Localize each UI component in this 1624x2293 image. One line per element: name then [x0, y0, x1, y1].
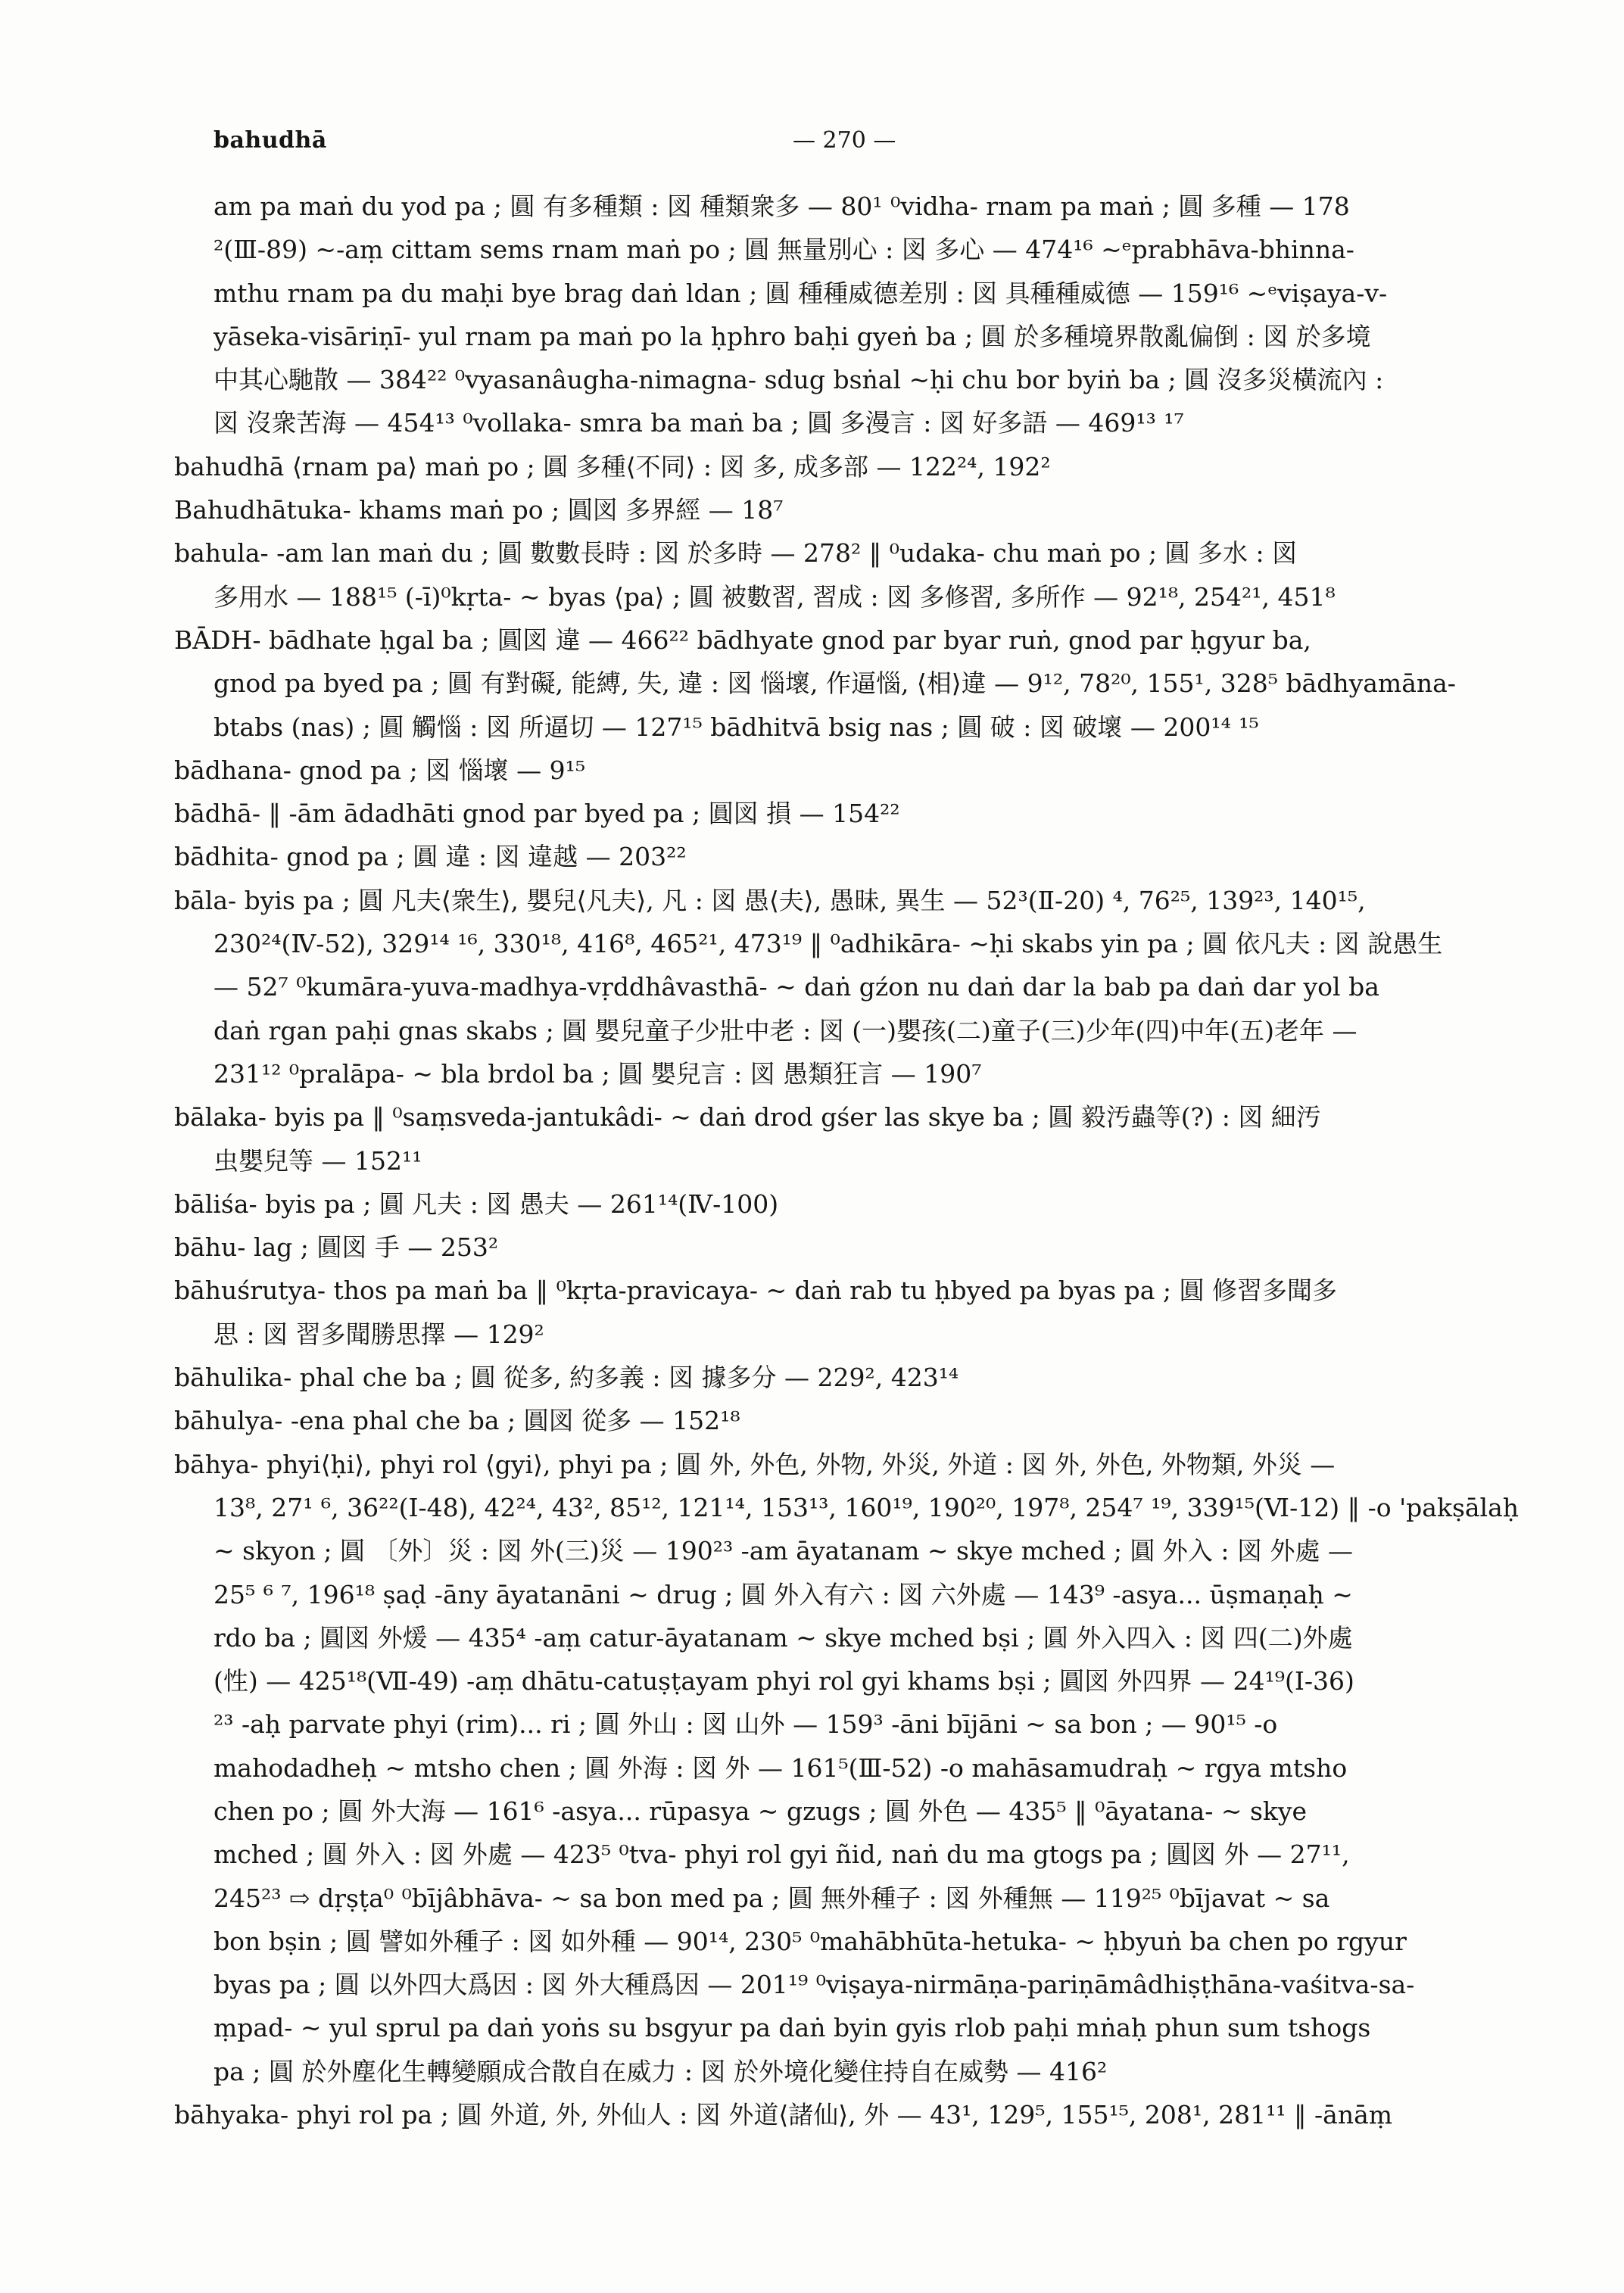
page-header: [214, 127, 1561, 164]
entry-line: byas pa ; 圓 以外四大爲因 : 図 外大種爲因 — 201¹⁹ ⁰viṣaya-nirmāṇa-pariṇāmâdhiṣṭhāna-vaśitva-sa-: [214, 1970, 1415, 2000]
entry-headword-line: bāhulika- phal che ba ; 圓 從多, 約多義 : 図 據多分 — 229², 423¹⁴: [174, 1363, 959, 1393]
entry-headword-line: bālaka- byis pa ‖ ⁰saṃsveda-jantukâdi- ~ daṅ drod gśer las skye ba ; 圓 毅汚蟲等(?) : 図 細汚: [174, 1102, 1321, 1132]
entry-headword-line: bāhya- phyi⟨ḥi⟩, phyi rol ⟨gyi⟩, phyi pa ; 圓 外, 外色, 外物, 外災, 外道 : 図 外, 外色, 外物類, 外災 —: [174, 1449, 1336, 1479]
entry-line: rdo ba ; 圓図 外煖 — 435⁴ -aṃ catur-āyatanam ~ skye mched bṣi ; 圓 外入四入 : 図 四(二)外處: [214, 1622, 1353, 1653]
entry-headword-line: bāhyaka- phyi rol pa ; 圓 外道, 外, 外仙人 : 図 外道⟨諸仙⟩, 外 — 43¹, 129⁵, 155¹⁵, 208¹, 281¹¹ ‖ -ānāṃ: [174, 2100, 1393, 2130]
entry-line: 虫嬰兒等 — 152¹¹: [214, 1145, 422, 1176]
page-number: — 270 —: [793, 127, 896, 154]
entry-line: 図 沒衆苦海 — 454¹³ ⁰vollaka- smra ba maṅ ba ; 圓 多漫言 : 図 好多語 — 469¹³ ¹⁷: [214, 408, 1184, 438]
entry-line: — 52⁷ ⁰kumāra-yuva-madhya-vṛddhâvasthā- ~ daṅ gźon nu daṅ dar la bab pa daṅ dar yol ba: [214, 972, 1379, 1002]
entry-headword-line: bādhita- gnod pa ; 圓 違 : 図 違越 — 203²²: [174, 842, 687, 872]
entry-headword-line: bāhu- lag ; 圓図 手 — 253²: [174, 1232, 499, 1263]
entry-headword-line: bādhana- gnod pa ; 図 惱壞 — 9¹⁵: [174, 755, 586, 785]
entry-line: 230²⁴(Ⅳ-52), 329¹⁴ ¹⁶, 330¹⁸, 416⁸, 465²¹, 473¹⁹ ‖ ⁰adhikāra- ~ḥi skabs yin pa ; 圓 依凡夫 : 図 說愚生: [214, 929, 1443, 959]
entry-line: ṃpad- ~ yul sprul pa daṅ yoṅs su bsgyur pa daṅ byin gyis rlob paḥi mṅaḥ phun sum tshogs: [214, 2013, 1371, 2043]
entry-headword-line: bahula- -am lan maṅ du ; 圓 數數長時 : 図 於多時 — 278² ‖ ⁰udaka- chu maṅ po ; 圓 多水 : 図: [174, 538, 1298, 569]
dictionary-body: [174, 185, 1545, 2136]
entry-headword-line: BĀDH- bādhate ḥgal ba ; 圓図 違 — 466²² bādhyate gnod par byar ruṅ, gnod par ḥgyur ba,: [174, 625, 1311, 655]
entry-line: ~ skyon ; 圓 〔外〕災 : 図 外(三)災 — 190²³ -am āyatanam ~ skye mched ; 圓 外入 : 図 外處 —: [214, 1536, 1353, 1566]
entry-line: 13⁸, 27¹ ⁶, 36²²(Ⅰ-48), 42²⁴, 43², 85¹², 121¹⁴, 153¹³, 160¹⁹, 190²⁰, 197⁸, 254⁷ ¹⁹, 339¹⁵(Ⅵ-12) ‖ -o 'pakṣālaḥ: [214, 1492, 1520, 1522]
entry-headword-line: Bahudhātuka- khams maṅ po ; 圓図 多界經 — 18⁷: [174, 495, 784, 525]
entry-line: ²(Ⅲ-89) ~-aṃ cittam sems rnam maṅ po ; 圓 無量別心 : 図 多心 — 474¹⁶ ~ᵉprabhāva-bhinna-: [214, 235, 1354, 265]
entry-line: mthu rnam pa du maḥi bye brag daṅ ldan ; 圓 種種威德差別 : 図 具種種威德 — 159¹⁶ ~ᵉviṣaya-v-: [214, 278, 1388, 308]
entry-line: 245²³ ⇨ dṛṣṭa⁰ ⁰bījâbhāva- ~ sa bon med pa ; 圓 無外種子 : 図 外種無 — 119²⁵ ⁰bījavat ~ sa: [214, 1883, 1330, 1913]
entry-headword-line: bāliśa- byis pa ; 圓 凡夫 : 図 愚夫 — 261¹⁴(Ⅳ-100): [174, 1189, 779, 1219]
entry-headword-line: bahudhā ⟨rnam pa⟩ maṅ po ; 圓 多種⟨不同⟩ : 図 多, 成多部 — 122²⁴, 192²: [174, 451, 1051, 481]
entry-line: yāseka-visāriṇī- yul rnam pa maṅ po la ḥphro baḥi gyeṅ ba ; 圓 於多種境界散亂偏倒 : 図 於多境: [214, 321, 1371, 351]
entry-line: 多用水 — 188¹⁵ (-ī)⁰kṛta- ~ byas ⟨pa⟩ ; 圓 被數習, 習成 : 図 多修習, 多所作 — 92¹⁸, 254²¹, 451⁸: [214, 581, 1336, 612]
entry-line: ²³ -aḥ parvate phyi (rim)... ri ; 圓 外山 : 図 山外 — 159³ -āni bījāni ~ sa bon ; — 90¹⁵ -o: [214, 1709, 1278, 1740]
entry-line: am pa maṅ du yod pa ; 圓 有多種類 : 図 種類衆多 — 80¹ ⁰vidha- rnam pa maṅ ; 圓 多種 — 178: [214, 192, 1350, 221]
running-head: bahudhā: [214, 127, 327, 154]
entry-line: chen po ; 圓 外大海 — 161⁶ -asya... rūpasya ~ gzugs ; 圓 外色 — 435⁵ ‖ ⁰āyatana- ~ skye: [214, 1796, 1308, 1826]
entry-headword-line: bāhuśrutya- thos pa maṅ ba ‖ ⁰kṛta-pravicaya- ~ daṅ rab tu ḥbyed pa byas pa ; 圓 修習多聞多: [174, 1276, 1337, 1306]
entry-line: pa ; 圓 於外塵化生轉變願成合散自在威力 : 図 於外境化變住持自在威勢 — 416²: [214, 2056, 1108, 2086]
entry-headword-line: bāhulya- -ena phal che ba ; 圓図 從多 — 152¹⁸: [174, 1406, 740, 1436]
entry-line: 25⁵ ⁶ ⁷, 196¹⁸ ṣaḍ -āny āyatanāni ~ drug ; 圓 外入有六 : 図 六外處 — 143⁹ -asya... ūṣmaṇaḥ ~: [214, 1579, 1353, 1609]
entry-headword-line: bādhā- ‖ -ām ādadhāti gnod par byed pa ; 圓図 損 — 154²²: [174, 799, 900, 829]
entry-headword-line: bāla- byis pa ; 圓 凡夫⟨衆生⟩, 嬰兒⟨凡夫⟩, 凡 : 図 愚⟨夫⟩, 愚昧, 異生 — 52³(Ⅱ-20) ⁴, 76²⁵, 139²³, 140¹⁵,: [174, 885, 1366, 915]
entry-line: btabs (nas) ; 圓 觸惱 : 図 所逼切 — 127¹⁵ bādhitvā bsig nas ; 圓 破 : 図 破壞 — 200¹⁴ ¹⁵: [214, 712, 1259, 742]
entry-line: daṅ rgan paḥi gnas skabs ; 圓 嬰兒童子少壯中老 : 図 (一)嬰孩(二)童子(三)少年(四)中年(五)老年 —: [214, 1015, 1357, 1045]
entry-line: 中其心馳散 — 384²² ⁰vyasanâugha-nimagna- sdug bsṅal ~ḥi chu bor byiṅ ba ; 圓 沒多災橫流內 :: [214, 365, 1384, 395]
entry-line: 231¹² ⁰pralāpa- ~ bla brdol ba ; 圓 嬰兒言 : 図 愚類狂言 — 190⁷: [214, 1058, 982, 1089]
entry-line: gnod pa byed pa ; 圓 有對礙, 能縛, 失, 違 : 図 惱壞, 作逼惱, ⟨相⟩違 — 9¹², 78²⁰, 155¹, 328⁵ bādhyamāna-: [214, 668, 1456, 699]
entry-line: mched ; 圓 外入 : 図 外處 — 423⁵ ⁰tva- phyi rol gyi ñid, naṅ du ma gtogs pa ; 圓図 外 — 27¹¹,: [214, 1840, 1350, 1870]
entry-line: 思 : 図 習多聞勝思擇 — 129²: [214, 1319, 544, 1349]
entry-line: mahodadheḥ ~ mtsho chen ; 圓 外海 : 図 外 — 161⁵(Ⅲ-52) -o mahāsamudraḥ ~ rgya mtsho: [214, 1752, 1348, 1783]
entry-line: (性) — 425¹⁸(Ⅶ-49) -aṃ dhātu-catuṣṭayam phyi rol gyi khams bṣi ; 圓図 外四界 — 24¹⁹(Ⅰ-36): [214, 1666, 1354, 1696]
entry-line: bon bṣin ; 圓 譬如外種子 : 図 如外種 — 90¹⁴, 230⁵ ⁰mahābhūta-hetuka- ~ ḥbyuṅ ba chen po rgyur: [214, 1926, 1407, 1956]
